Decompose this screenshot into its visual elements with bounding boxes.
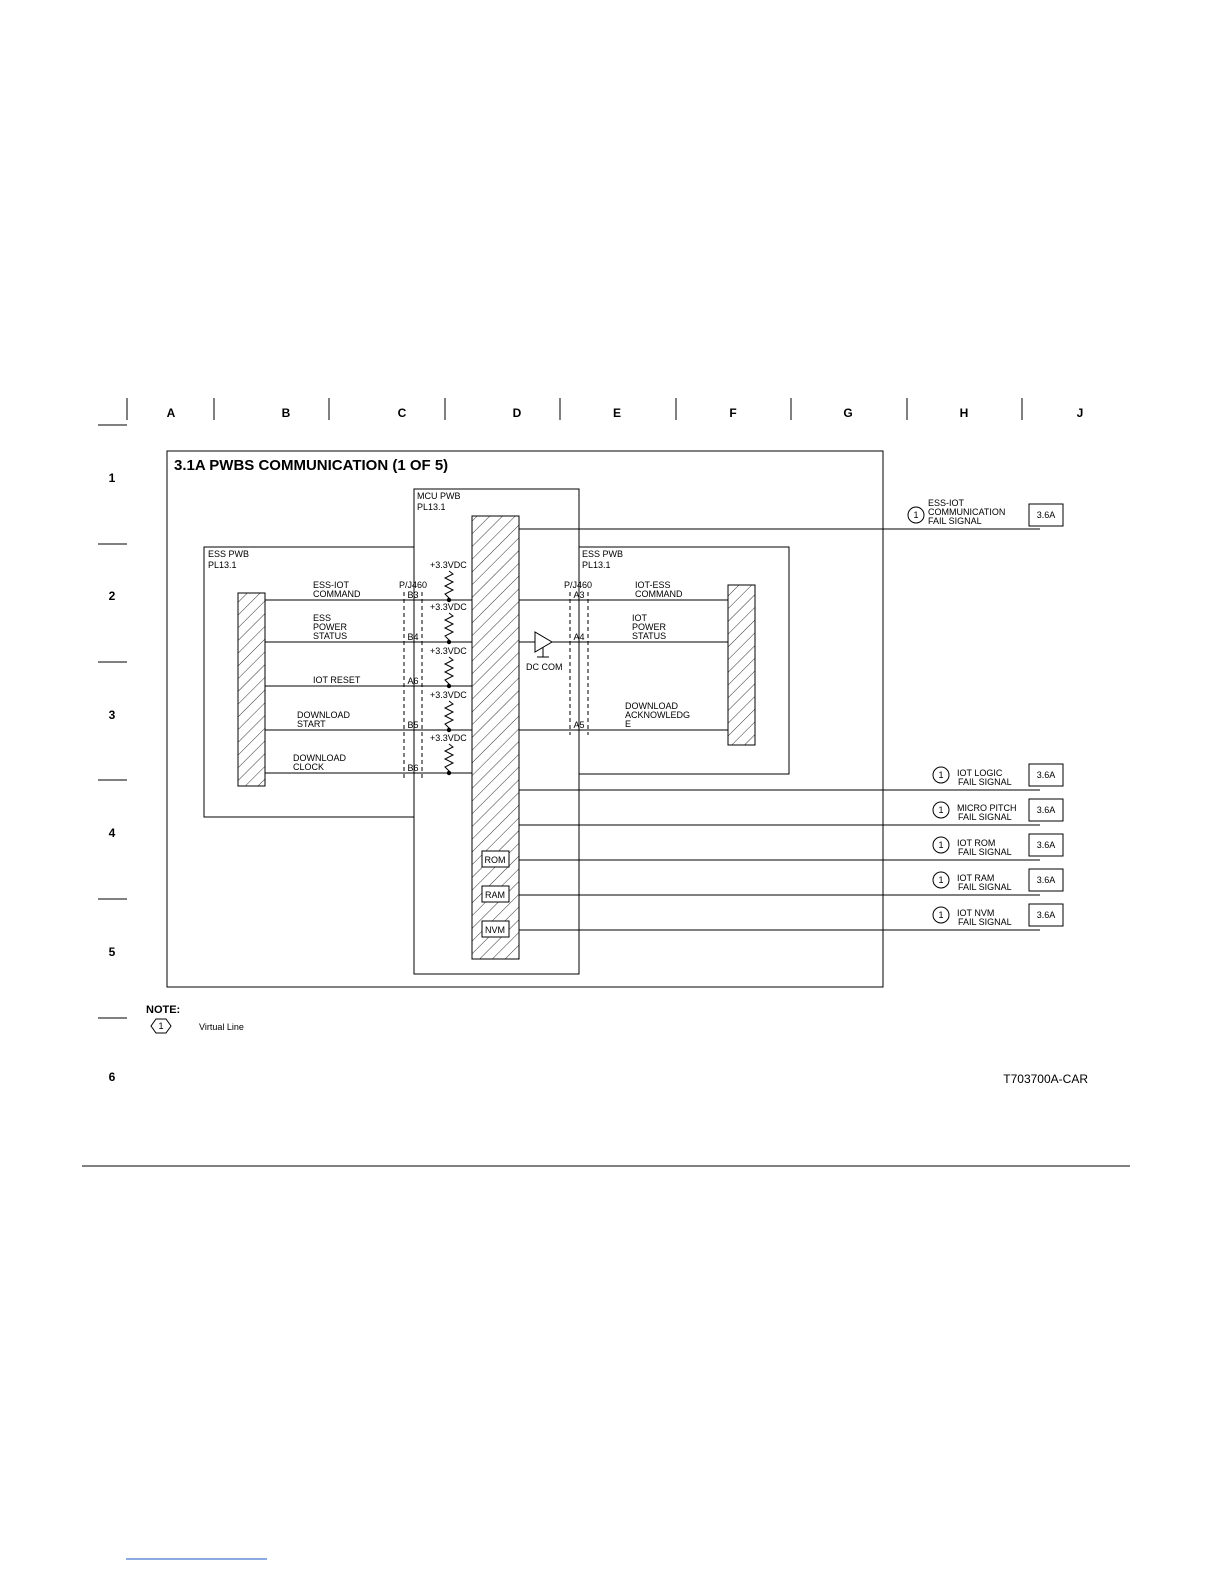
right-ess-connector-block (728, 585, 755, 745)
signal-label: DOWNLOAD (293, 753, 347, 763)
zone-row-label: 4 (108, 826, 116, 840)
zone-row-labels (109, 471, 116, 1084)
reference-label: 3.6A (1036, 840, 1056, 850)
zone-column-label: A (166, 406, 176, 420)
junction-dot (447, 728, 451, 732)
left-ess-connector-block (238, 593, 265, 786)
fail-signal (519, 904, 1063, 930)
supply-label: +3.3VDC (430, 602, 467, 612)
fail-signal-label: IOT LOGIC (957, 768, 1003, 778)
mcu-pwb-name: MCU PWB (417, 491, 461, 501)
left-signal (265, 602, 472, 644)
zone-column-label: B (281, 406, 291, 420)
pin-label: A4 (573, 632, 585, 642)
fail-signal (519, 834, 1063, 860)
fail-signal-label: FAIL SIGNAL (958, 847, 1012, 857)
fail-signal-label: MICRO PITCH (957, 803, 1017, 813)
virtual-line-number: 1 (938, 875, 944, 885)
fail-signal-label: FAIL SIGNAL (958, 917, 1012, 927)
signal-label: ESS-IOT (313, 580, 350, 590)
pull-up-resistor (445, 701, 453, 730)
virtual-line-number: 1 (938, 840, 944, 850)
pull-up-resistor (445, 613, 453, 642)
zone-row-label: 5 (108, 945, 116, 959)
right-ess-pwb-outline (579, 547, 789, 774)
diagram-title: 3.1A PWBS COMMUNICATION (1 OF 5) (174, 457, 449, 474)
note-heading: NOTE: (146, 1004, 181, 1016)
left-signal (265, 690, 472, 732)
reference-label: 3.6A (1036, 805, 1056, 815)
memory-block-label: NVM (485, 925, 505, 935)
pin-label: A5 (573, 720, 585, 730)
fail-signal (519, 764, 1063, 790)
signal-label: START (297, 719, 326, 729)
supply-label: +3.3VDC (430, 690, 467, 700)
memory-block-label: RAM (485, 890, 505, 900)
memory-block-group (482, 851, 509, 937)
drawing-code: T703700A-CAR (1003, 1072, 1088, 1086)
signal-label: E (625, 719, 632, 729)
pin-label: B5 (407, 720, 419, 730)
reference-label: 3.6A (1036, 875, 1056, 885)
signal-label: POWER (632, 622, 667, 632)
zone-column-dividers (127, 398, 1022, 420)
reference-label: 3.6A (1036, 910, 1056, 920)
signal-label: STATUS (313, 631, 348, 641)
zone-row-label: 6 (108, 1070, 116, 1084)
zone-column-label: D (512, 406, 522, 420)
signal-label: ESS (313, 613, 332, 623)
fail-signal-label: ESS-IOT (928, 498, 965, 508)
right-signal (570, 613, 728, 642)
zone-row-label: 3 (108, 708, 116, 722)
note-symbol-number: 1 (158, 1021, 164, 1031)
zone-column-label: F (729, 406, 737, 420)
fail-signal-label: FAIL SIGNAL (958, 882, 1012, 892)
pull-up-resistor (445, 657, 453, 686)
pull-up-resistor (445, 744, 453, 773)
left-ess-pwb-name: ESS PWB (208, 549, 250, 559)
pin-label: B4 (407, 632, 419, 642)
left-signal (265, 560, 472, 602)
left-ess-pwb-ref: PL13.1 (208, 560, 237, 570)
fail-signal (519, 869, 1063, 895)
virtual-line-number: 1 (938, 805, 944, 815)
reference-label: 3.6A (1036, 770, 1056, 780)
fail-signal-label: FAIL SIGNAL (928, 516, 982, 526)
zone-row-label: 1 (108, 471, 116, 485)
fail-signal-label: FAIL SIGNAL (958, 812, 1012, 822)
signal-label: DOWNLOAD (297, 710, 351, 720)
supply-label: +3.3VDC (430, 560, 467, 570)
zone-column-label: G (843, 406, 853, 420)
memory-block (482, 921, 509, 937)
fail-signal (519, 498, 1063, 529)
fail-signal-label: IOT NVM (957, 908, 995, 918)
dc-com-label: DC COM (526, 662, 563, 672)
left-signal (265, 733, 472, 775)
junction-dot (447, 640, 451, 644)
signal-label: COMMAND (313, 589, 361, 599)
signal-label: CLOCK (293, 762, 325, 772)
zone-column-labels (167, 406, 1084, 420)
right-ess-pwb-name: ESS PWB (582, 549, 624, 559)
signal-label: STATUS (632, 631, 667, 641)
fail-signal-label: FAIL SIGNAL (958, 777, 1012, 787)
memory-block (482, 886, 509, 902)
signal-label: IOT (632, 613, 647, 623)
pin-label: A3 (573, 590, 585, 600)
virtual-line-symbol (151, 1019, 171, 1033)
zone-column-label: J (1076, 406, 1084, 420)
mcu-pwb-ref: PL13.1 (417, 502, 446, 512)
signal-label: IOT RESET (313, 675, 361, 685)
junction-dot (447, 771, 451, 775)
supply-label: +3.3VDC (430, 646, 467, 656)
fail-signal-label: IOT ROM (957, 838, 996, 848)
pin-label: A6 (407, 676, 419, 686)
virtual-line-number: 1 (938, 770, 944, 780)
virtual-line-number: 1 (913, 510, 919, 520)
fail-signal-label: IOT RAM (957, 873, 995, 883)
left-ess-pwb-outline (204, 547, 414, 817)
right-signal (519, 580, 728, 600)
memory-block (482, 851, 509, 867)
reference-label: 3.6A (1036, 510, 1056, 520)
junction-dot (447, 684, 451, 688)
right-connector-label: P/J460 (564, 580, 593, 590)
right-ess-pwb-ref: PL13.1 (582, 560, 611, 570)
zone-column-label: E (612, 406, 622, 420)
right-signal-group (519, 580, 728, 730)
zone-column-label: C (397, 406, 407, 420)
left-signal (265, 646, 472, 688)
signal-label: ACKNOWLEDG (625, 710, 691, 720)
left-connector-label: P/J460 (399, 580, 428, 590)
dc-com-buffer (519, 632, 570, 672)
note-text: Virtual Line (199, 1022, 244, 1032)
signal-label: IOT-ESS (635, 580, 671, 590)
right-signal (519, 701, 728, 730)
memory-block-label: ROM (484, 855, 506, 865)
fail-signal-label: COMMUNICATION (928, 507, 1006, 517)
zone-row-label: 2 (108, 589, 116, 603)
supply-label: +3.3VDC (430, 733, 467, 743)
pull-up-resistor (445, 571, 453, 600)
signal-label: COMMAND (635, 589, 683, 599)
fail-signal (519, 799, 1063, 825)
signal-label: DOWNLOAD (625, 701, 679, 711)
pin-label: B3 (407, 590, 419, 600)
diagram-frame (167, 451, 883, 987)
left-signal-group (265, 560, 472, 775)
virtual-line-number: 1 (938, 910, 944, 920)
pin-label: B6 (407, 763, 419, 773)
zone-column-label: H (959, 406, 969, 420)
signal-label: POWER (313, 622, 348, 632)
